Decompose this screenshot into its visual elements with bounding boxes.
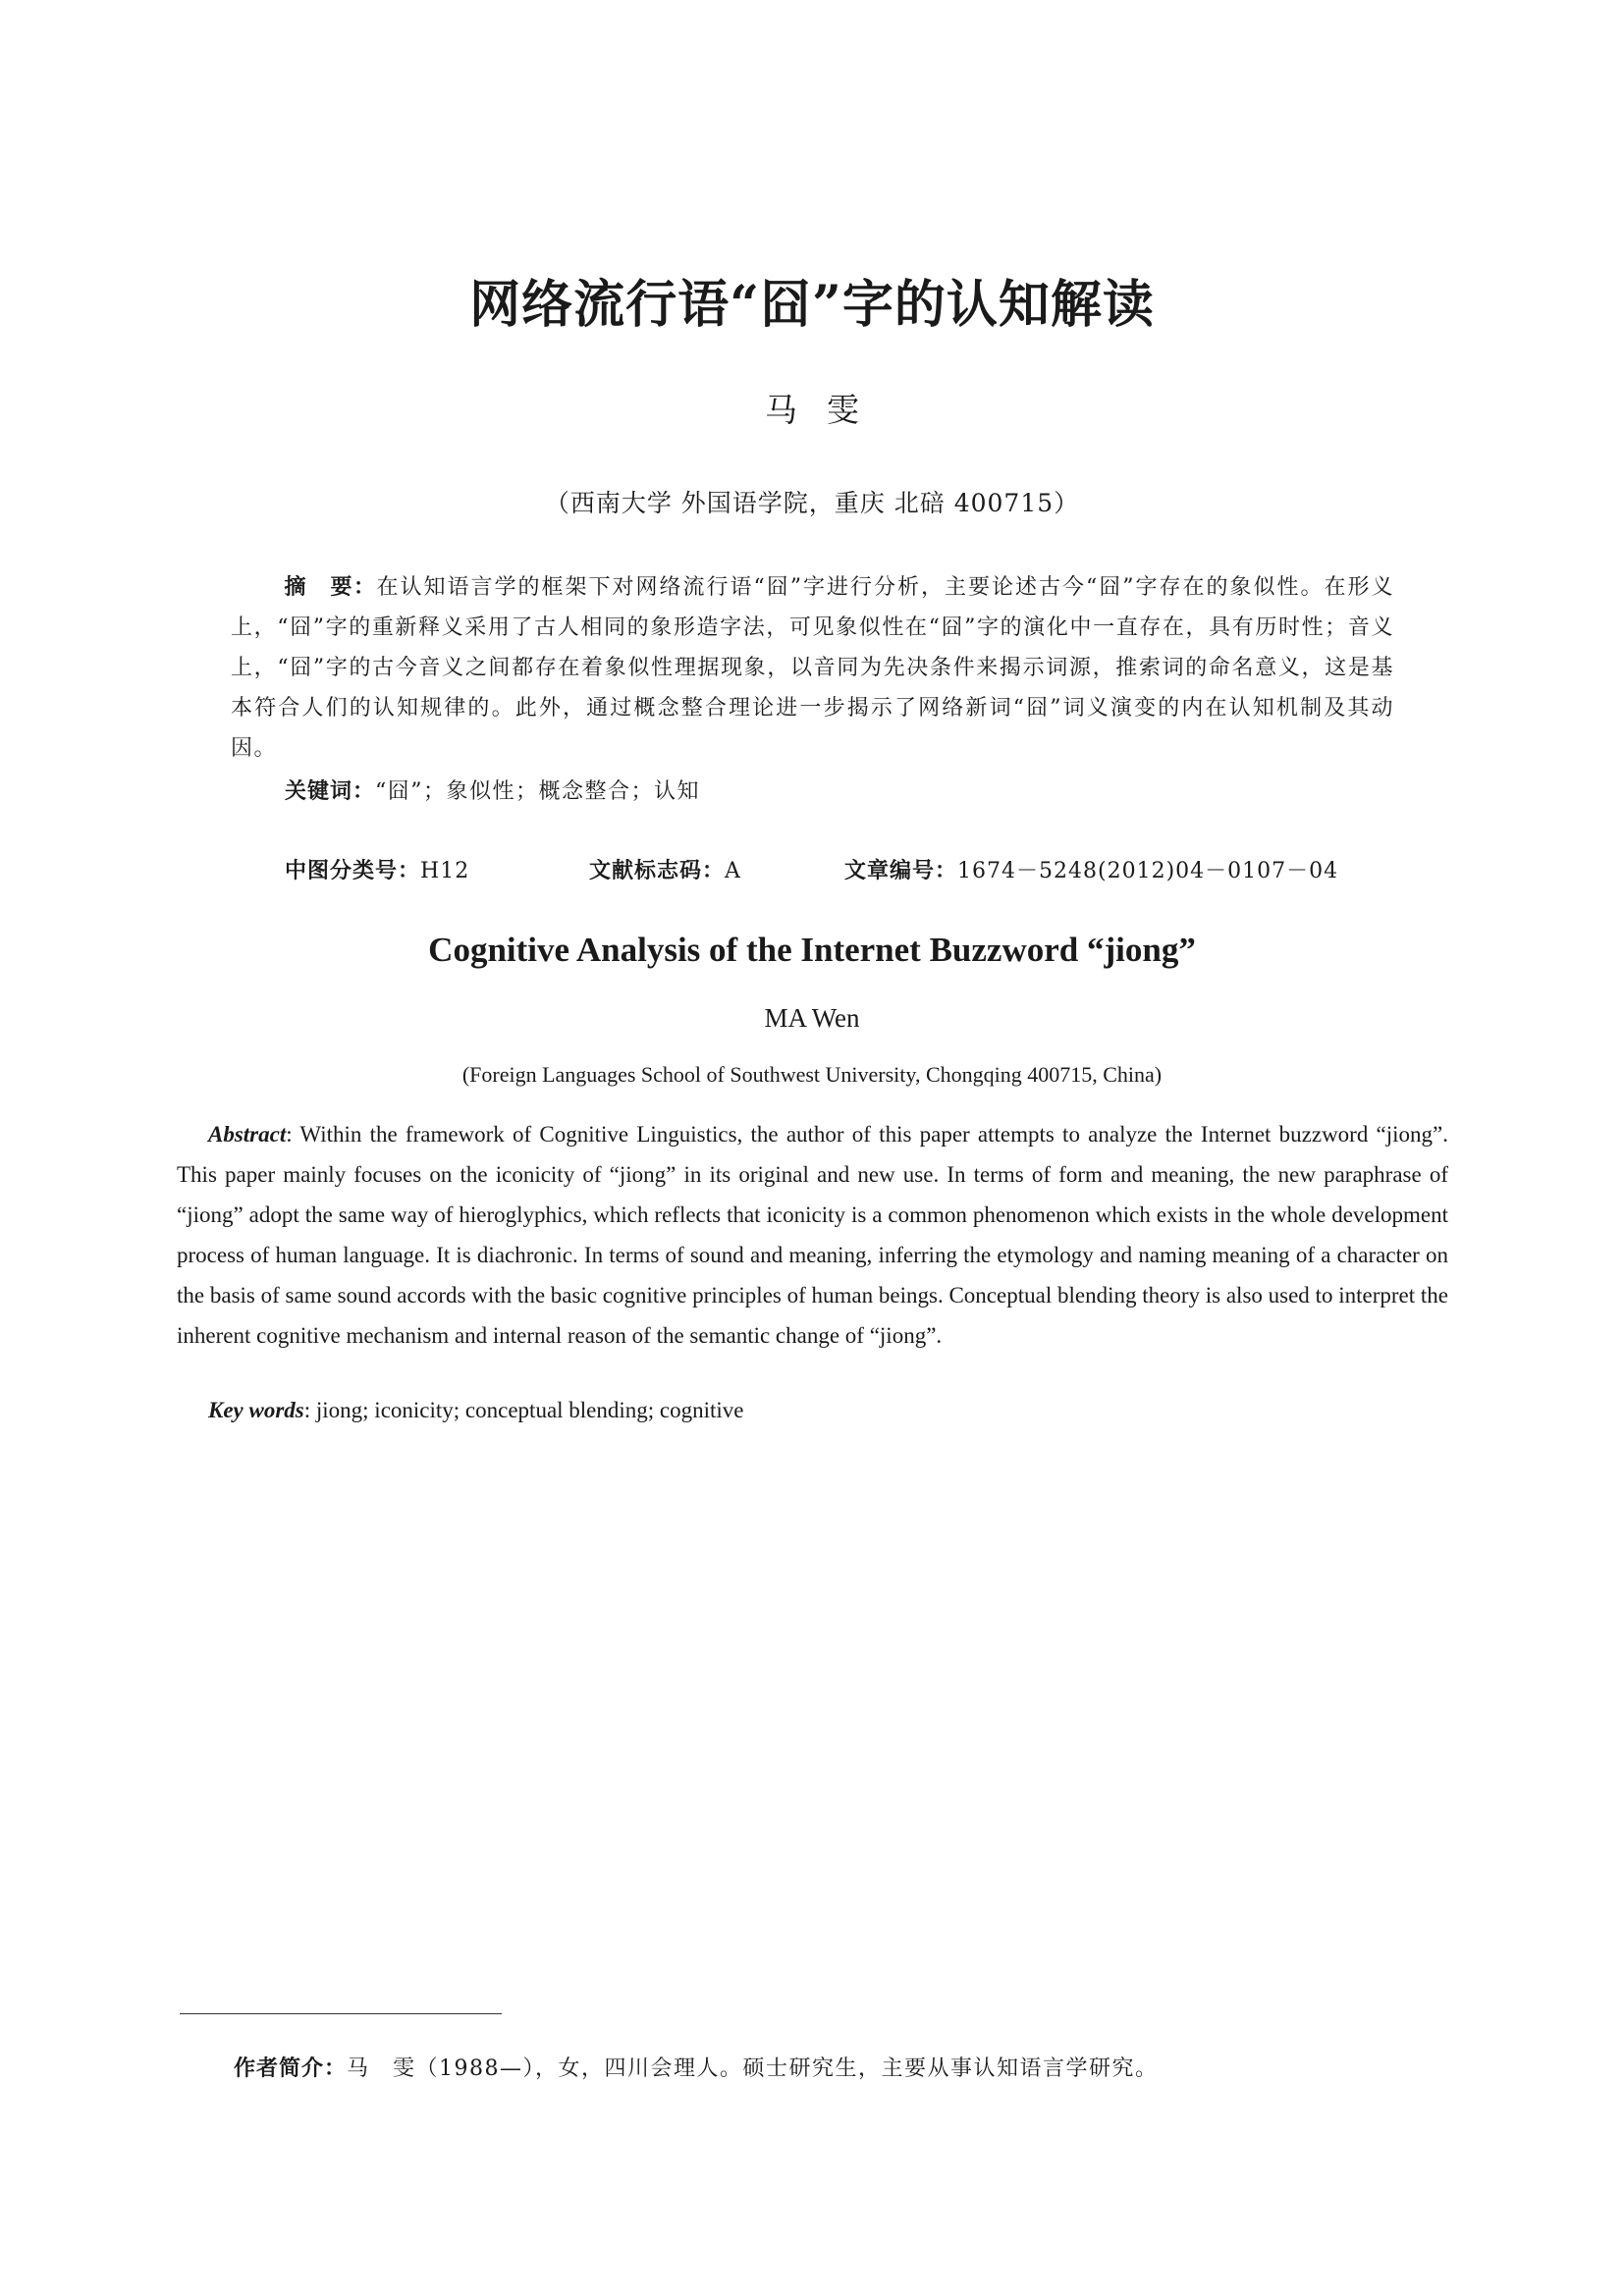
footnote-label: 作者简介：: [234, 2056, 348, 2081]
classification-value: H12: [420, 859, 470, 883]
classification-number: [285, 854, 469, 884]
footnote-divider: [180, 2013, 502, 2014]
chinese-abstract: [231, 567, 1394, 769]
chinese-abstract-text: 在认知语言学的框架下对网络流行语“囧”字进行分析，主要论述古今“囧”字存在的象似性。在形义上，“囧”字的重新释义采用了古人相同的象形造字法，可见象似性在“囧”字的演化中一直存在，具有历时性；音义上，“囧”字的古今音义之间都存在着象似性理据现象，以音同为先决条件来揭示词源，推索词的命名意义，这是基本符合人们的认知规律的。此外，通过概念整合理论进一步揭示了网络新词“囧”词义演变的内在认知机制及其动因。: [231, 575, 1394, 761]
english-keywords: [208, 1398, 744, 1423]
footnote-text: 马 雯（1988—），女，四川会理人。硕士研究生，主要从事认知语言学研究。: [347, 2056, 1159, 2081]
article-number: [844, 854, 1338, 884]
english-title: Cognitive Analysis of the Internet Buzzword “jiong”: [428, 931, 1196, 969]
article-number-label: 文章编号：: [844, 859, 958, 883]
english-abstract-label: Abstract: [208, 1122, 287, 1147]
author-footnote: [234, 2052, 1159, 2082]
chinese-title: 网络流行语“囧”字的认知解读: [469, 275, 1155, 335]
english-author: MA Wen: [764, 1003, 860, 1033]
classification-label: 中图分类号：: [285, 859, 421, 883]
document-code-label: 文献标志码：: [589, 859, 726, 883]
chinese-affiliation: （西南大学 外国语学院，重庆 北碚 400715）: [544, 489, 1080, 517]
chinese-author: 马雯: [765, 391, 889, 429]
chinese-keywords: [285, 774, 700, 805]
chinese-keywords-label: 关键词：: [285, 779, 376, 804]
chinese-keywords-text: “囧”；象似性；概念整合；认知: [375, 779, 701, 804]
document-code: [589, 854, 741, 884]
document-code-value: A: [725, 859, 741, 883]
english-keywords-label: Key words: [208, 1398, 304, 1422]
chinese-abstract-label: 摘 要：: [284, 575, 377, 600]
english-abstract: [177, 1114, 1448, 1356]
english-abstract-text: : Within the framework of Cognitive Linguistics, the author of this paper attempts to analyze the Internet buzzword “jiong”. This paper mainly focuses on the iconicity of “jiong” in its original and new use. In terms of form and meaning, the new paraphrase of “jiong” adopt the same way of hieroglyphics, which reflects that iconicity is a common phenomenon which exists in the whole development process of human language. It is diachronic. In terms of sound and meaning, inferring the etymology and naming meaning of a character on the basis of same sound accords with the basic cognitive principles of human beings. Conceptual blending theory is also used to interpret the inherent cognitive mechanism and internal reason of the semantic change of “jiong”.: [177, 1122, 1448, 1348]
article-number-value: 1674－5248(2012)04－0107－04: [957, 859, 1339, 883]
english-keywords-text: : jiong; iconicity; conceptual blending; cognitive: [303, 1398, 744, 1422]
english-affiliation: (Foreign Languages School of Southwest University, Chongqing 400715, China): [461, 1062, 1163, 1087]
